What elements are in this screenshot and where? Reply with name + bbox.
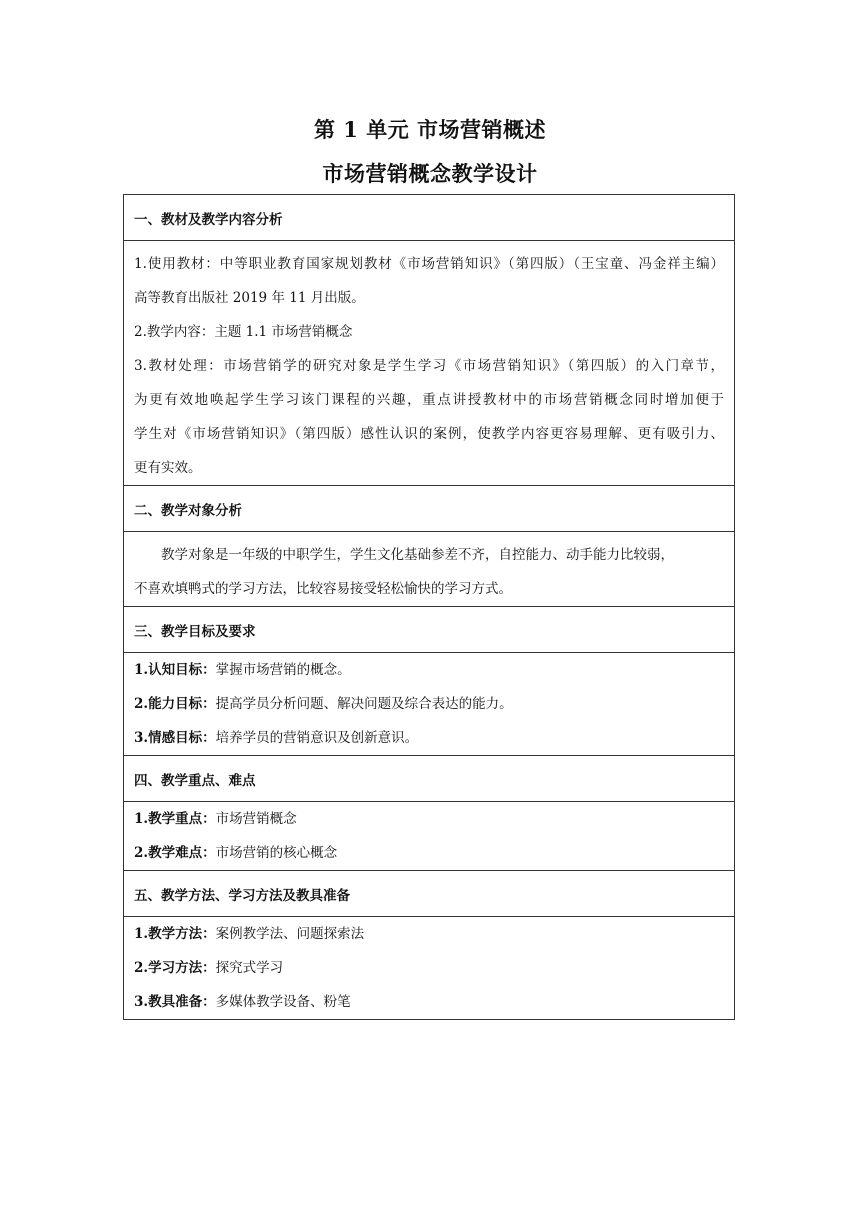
list-item bbox=[134, 985, 724, 1019]
list-item bbox=[134, 951, 724, 985]
item-text: 提高学员分析问题、解决问题及综合表达的能力。 bbox=[215, 696, 513, 712]
text-line: 不喜欢填鸭式的学习方法，比较容易接受轻松愉快的学习方式。 bbox=[134, 581, 512, 597]
lesson-plan-table bbox=[123, 194, 735, 1020]
list-item bbox=[134, 653, 724, 687]
section-heading-key-points: 四、教学重点、难点 bbox=[124, 756, 734, 802]
text-line: 1.使用教材：中等职业教育国家规划教材《市场营销知识》（第四版）（王宝童、冯金祥主编） bbox=[134, 256, 724, 272]
item-label: 1.教学方法： bbox=[134, 926, 216, 942]
text-line: 3.教材处理：市场营销学的研究对象是学生学习《市场营销知识》（第四版）的入门章节， bbox=[134, 358, 724, 374]
item-label: 3.教具准备： bbox=[134, 994, 216, 1010]
section-heading-students: 二、教学对象分析 bbox=[124, 486, 734, 532]
section-body-methods bbox=[124, 917, 734, 1019]
list-item bbox=[134, 721, 724, 755]
item-label: 1.教学重点： bbox=[134, 811, 216, 827]
item-label: 2.学习方法： bbox=[134, 960, 216, 976]
item-text: 培养学员的营销意识及创新意识。 bbox=[215, 730, 419, 746]
item-text: 掌握市场营销的概念。 bbox=[215, 662, 351, 678]
section-heading-methods: 五、教学方法、学习方法及教具准备 bbox=[124, 871, 734, 917]
item-text: 探究式学习 bbox=[215, 960, 284, 976]
section-body-materials bbox=[124, 241, 734, 486]
text-line: 学生对《市场营销知识》（第四版）感性认识的案例，使教学内容更容易理解、更有吸引力、 bbox=[134, 426, 724, 442]
text-line: 为更有效地唤起学生学习该门课程的兴趣，重点讲授教材中的市场营销概念同时增加便于 bbox=[134, 392, 724, 408]
text-line: 高等教育出版社 2019 年 11 月出版。 bbox=[134, 290, 365, 306]
section-heading-objectives: 三、教学目标及要求 bbox=[124, 607, 734, 653]
item-label: 2.能力目标： bbox=[134, 696, 216, 712]
section-heading-materials: 一、教材及教学内容分析 bbox=[124, 195, 734, 241]
item-text: 市场营销概念 bbox=[215, 811, 297, 827]
item-label: 3.情感目标： bbox=[134, 730, 216, 746]
section-body-students bbox=[124, 532, 734, 607]
list-item bbox=[134, 836, 724, 870]
item-label: 1.认知目标： bbox=[134, 662, 216, 678]
list-item bbox=[134, 802, 724, 836]
list-item bbox=[134, 917, 724, 951]
document-title: 市场营销概念教学设计 bbox=[322, 161, 538, 186]
item-label: 2.教学难点： bbox=[134, 845, 216, 861]
list-item bbox=[134, 687, 724, 721]
section-body-key-points bbox=[124, 802, 734, 871]
item-text: 多媒体教学设备、粉笔 bbox=[215, 994, 351, 1010]
text-line: 教学对象是一年级的中职学生，学生文化基础参差不齐，自控能力、动手能力比较弱， bbox=[161, 547, 674, 563]
item-text: 案例教学法、问题探索法 bbox=[215, 926, 365, 942]
text-line: 更有实效。 bbox=[134, 460, 202, 476]
item-text: 市场营销的核心概念 bbox=[215, 845, 338, 861]
unit-title: 第 1 单元 市场营销概述 bbox=[313, 117, 547, 142]
section-body-objectives bbox=[124, 653, 734, 756]
text-line: 2.教学内容：主题 1.1 市场营销概念 bbox=[134, 324, 353, 340]
